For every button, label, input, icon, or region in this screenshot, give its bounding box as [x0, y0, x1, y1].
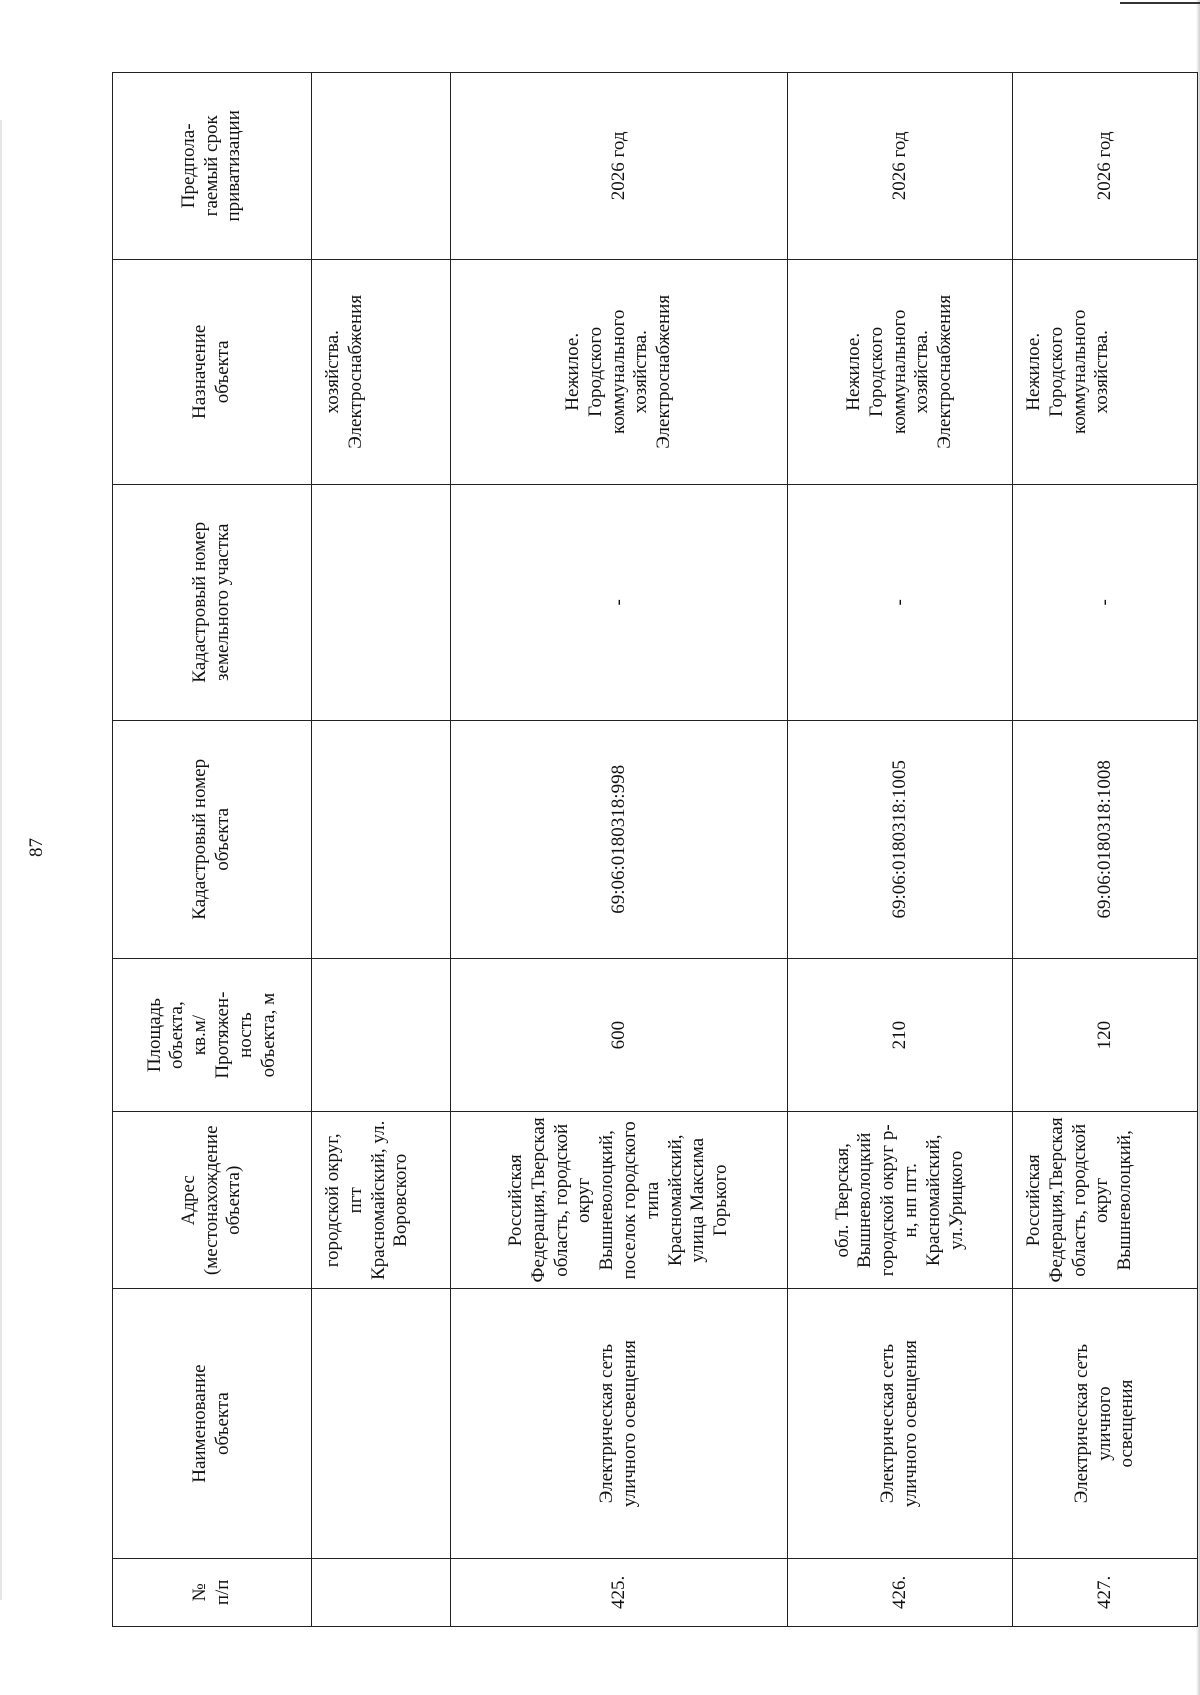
cell-purpose: Нежилое. Городского коммунального хозяйства. [1013, 259, 1198, 484]
privatization-table [112, 72, 1198, 1627]
header-cadastral-object: Кадастровый номер объекта [113, 720, 312, 959]
cell-address: Российская Федерация,Тверская область, городской округ Вышневолоцкий, поселок городского типа Красномайский, улица Максима Горького [451, 1112, 788, 1289]
cell-term: 2026 год [788, 73, 1013, 260]
header-area: Площадь объекта, кв.м/ Протяжен- ность объекта, м [113, 959, 312, 1112]
cell-purpose: хозяйства. Электроснабжения [312, 259, 451, 484]
header-purpose: Назначение объекта [113, 259, 312, 484]
table-row [451, 73, 788, 1627]
header-term: Предпола- гаемый срок приватизации [113, 73, 312, 260]
cell-area [312, 959, 451, 1112]
cell-cadastral-object: 69:06:0180318:998 [451, 720, 788, 959]
cell-cadastral-land: - [451, 485, 788, 721]
header-name: Наименование объекта [113, 1289, 312, 1558]
cell-num: 425. [451, 1558, 788, 1626]
header-num: № п/п [113, 1558, 312, 1626]
cell-name: Электрическая сеть уличного освещения [451, 1289, 788, 1558]
cell-area: 600 [451, 959, 788, 1112]
header-cadastral-land: Кадастровый номер земельного участка [113, 485, 312, 721]
cell-name [312, 1289, 451, 1558]
table-header-row [113, 73, 312, 1627]
cell-cadastral-object [312, 720, 451, 959]
cell-term: 2026 год [451, 73, 788, 260]
cell-cadastral-object: 69:06:0180318:1005 [788, 720, 1013, 959]
page-number: 87 [26, 838, 47, 857]
cell-purpose: Нежилое. Городского коммунального хозяйства. Электроснабжения [451, 259, 788, 484]
cell-num [312, 1558, 451, 1626]
cell-num: 426. [788, 1558, 1013, 1626]
cell-cadastral-land: - [788, 485, 1013, 721]
cell-cadastral-object: 69:06:0180318:1008 [1013, 720, 1198, 959]
cell-name: Электрическая сеть уличного освещения [1013, 1289, 1198, 1558]
cell-purpose: Нежилое. Городского коммунального хозяйства. Электроснабжения [788, 259, 1013, 484]
cell-cadastral-land: - [1013, 485, 1198, 721]
cell-address: городской округ, пгт Красномайский, ул. Воровского [312, 1112, 451, 1289]
cell-num: 427. [1013, 1558, 1198, 1626]
cell-term [312, 73, 451, 260]
cell-cadastral-land [312, 485, 451, 721]
table-row [1013, 73, 1198, 1627]
cell-term: 2026 год [1013, 73, 1198, 260]
cell-area: 210 [788, 959, 1013, 1112]
cell-address: Российская Федерация,Тверская область, городской округ Вышневолоцкий, [1013, 1112, 1198, 1289]
table-row [312, 73, 451, 1627]
header-address: Адрес (местонахождение объекта) [113, 1112, 312, 1289]
table-row [788, 73, 1013, 1627]
cell-area: 120 [1013, 959, 1198, 1112]
cell-name: Электрическая сеть уличного освещения [788, 1289, 1013, 1558]
cell-address: обл. Тверская, Вышневолоцкий городской округ р- н, нп пгт. Красномайский, ул.Урицкого [788, 1112, 1013, 1289]
